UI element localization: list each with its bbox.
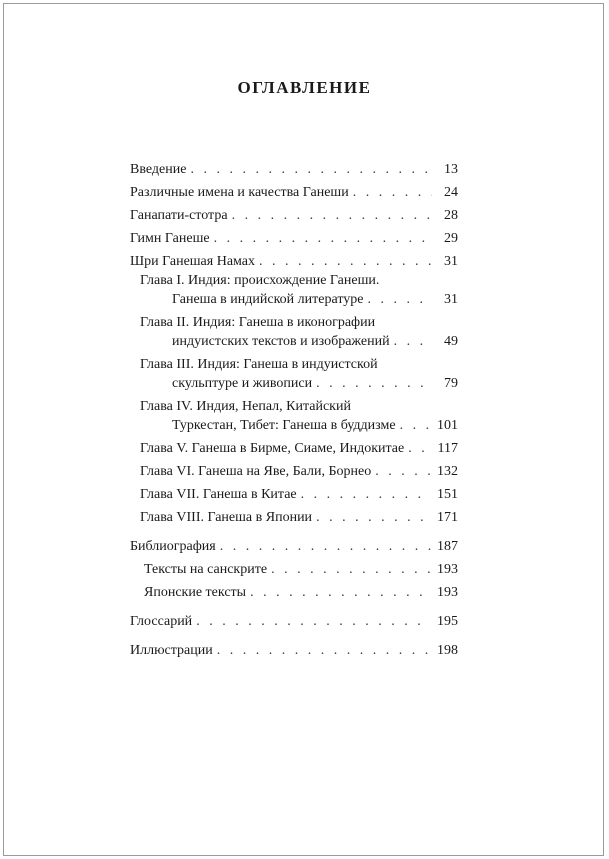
toc-chapter-3[interactable] — [130, 355, 458, 393]
dot-leader — [259, 252, 432, 271]
toc-page-number: 24 — [444, 185, 458, 200]
toc-entry-ganapati-stotra[interactable] — [130, 206, 458, 225]
toc-entry-text: Гимн Ганеше — [130, 231, 210, 246]
toc-page-number: 13 — [444, 162, 458, 177]
dot-leader — [190, 160, 432, 179]
toc-entry-text: Глава IV. Индия, Непал, Китайский — [140, 399, 351, 414]
toc-page-number: 31 — [444, 292, 458, 307]
toc-entry-names[interactable] — [130, 183, 458, 202]
toc-entry-japanese-texts[interactable] — [130, 583, 458, 602]
dot-leader — [220, 537, 431, 556]
toc-entry-introduction[interactable] — [130, 160, 458, 179]
toc-entry-text: Глава III. Индия: Ганеша в индуистской — [140, 357, 378, 372]
dot-leader — [232, 206, 432, 225]
toc-entry-text-continued: индуистских текстов и изображений — [172, 334, 390, 349]
toc-chapter-6[interactable] — [130, 462, 458, 481]
toc-entry-text: Иллюстрации — [130, 643, 213, 658]
toc-page-number: 117 — [437, 441, 458, 456]
toc-entry-text: Шри Ганешая Намах — [130, 254, 256, 269]
dot-leader — [394, 332, 432, 351]
toc-entry-sanskrit-texts[interactable] — [130, 560, 458, 579]
toc-entry-text: Глава VII. Ганеша в Китае — [140, 487, 297, 502]
toc-chapter-2[interactable] — [130, 313, 458, 351]
dot-leader — [367, 290, 432, 309]
toc-chapter-7[interactable] — [130, 485, 458, 504]
dot-leader — [353, 183, 432, 202]
toc-entry-bibliography[interactable] — [130, 537, 458, 556]
toc-page-number: 28 — [444, 208, 458, 223]
dot-leader — [408, 439, 431, 458]
toc-entry-text-continued: скульптуре и живописи — [172, 376, 313, 391]
toc-page-number: 151 — [437, 487, 458, 502]
toc-entry-text: Введение — [130, 162, 187, 177]
dot-leader — [214, 229, 432, 248]
toc-entry-text: Глава I. Индия: происхождение Ганеши. — [140, 273, 380, 288]
toc-page-number: 171 — [437, 510, 458, 525]
toc-page-number: 132 — [437, 464, 458, 479]
toc-entry-text-continued: Ганеша в индийской литературе — [172, 292, 364, 307]
toc-entry-text: Различные имена и качества Ганеши — [130, 185, 349, 200]
toc-page-number: 198 — [437, 643, 458, 658]
toc-entry-text: Глава VIII. Ганеша в Японии — [140, 510, 313, 525]
dot-leader — [217, 641, 431, 660]
toc-entry-text-continued: Туркестан, Тибет: Ганеша в буддизме — [172, 418, 396, 433]
toc-page-number: 101 — [437, 418, 458, 433]
toc-chapter-8[interactable] — [130, 508, 458, 527]
dot-leader — [316, 508, 431, 527]
dot-leader — [196, 612, 431, 631]
toc-entry-shri-ganeshaya[interactable] — [130, 252, 458, 271]
toc-entry-text: Глава VI. Ганеша на Яве, Бали, Борнео — [140, 464, 372, 479]
dot-leader — [400, 416, 431, 435]
toc-page-number: 195 — [437, 614, 458, 629]
toc-entry-text: Японские тексты — [144, 585, 247, 600]
toc-page-number: 79 — [444, 376, 458, 391]
dot-leader — [375, 462, 431, 481]
toc-page-number: 31 — [444, 254, 458, 269]
toc-entry-glossary[interactable] — [130, 612, 458, 631]
dot-leader — [316, 374, 432, 393]
dot-leader — [271, 560, 431, 579]
toc-page-number: 187 — [437, 539, 458, 554]
toc-page-number: 49 — [444, 334, 458, 349]
toc-chapter-5[interactable] — [130, 439, 458, 458]
toc-entry-text: Тексты на санскрите — [144, 562, 268, 577]
toc-entry-text: Глоссарий — [130, 614, 193, 629]
toc-entry-text: Библиография — [130, 539, 216, 554]
dot-leader — [301, 485, 431, 504]
toc-entry-text: Ганапати-стотра — [130, 208, 228, 223]
toc-entry-text: Глава II. Индия: Ганеша в иконографии — [140, 315, 376, 330]
toc-page-number: 29 — [444, 231, 458, 246]
toc-page-number: 193 — [437, 562, 458, 577]
toc-entry-text: Глава V. Ганеша в Бирме, Сиаме, Индокитае — [140, 441, 405, 456]
toc-chapter-4[interactable] — [130, 397, 458, 435]
toc-page-number: 193 — [437, 585, 458, 600]
toc-entry-hymn[interactable] — [130, 229, 458, 248]
toc-chapter-1[interactable] — [130, 271, 458, 309]
dot-leader — [250, 583, 431, 602]
toc-entry-illustrations[interactable] — [130, 641, 458, 660]
toc-title: ОГЛАВЛЕНИЕ — [237, 78, 372, 97]
table-of-contents — [130, 160, 458, 664]
